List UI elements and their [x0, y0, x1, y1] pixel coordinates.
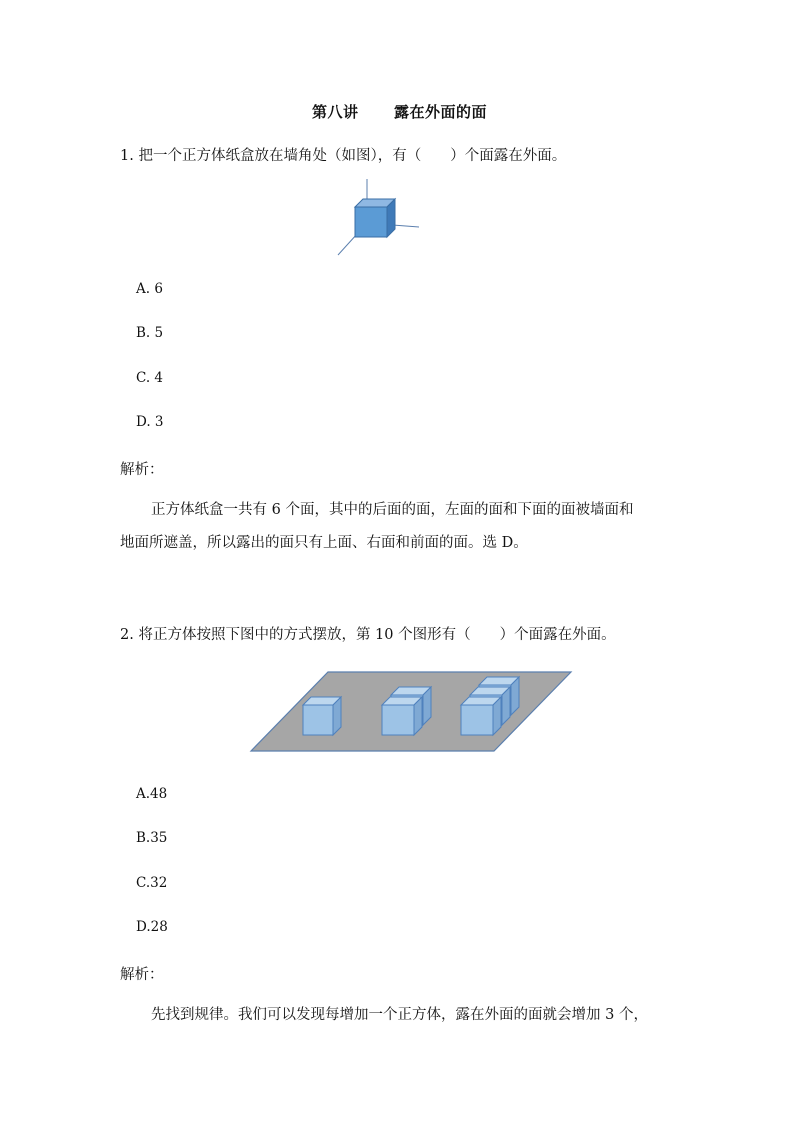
q1-analysis-line-2: 地面所遮盖，所以露出的面只有上面、右面和前面的面。选 D。	[120, 535, 528, 551]
q1-analysis-line-1: 正方体纸盒一共有 6 个面，其中的后面的面，左面的面和下面的面被墙面和	[151, 502, 634, 518]
q2-analysis-line-1: 先找到规律。我们可以发现每增加一个正方体，露在外面的面就会增加 3 个，	[151, 1007, 648, 1023]
cube-group-1	[303, 697, 341, 735]
page-title	[312, 101, 487, 122]
title-topic: 露在外面的面	[393, 103, 487, 121]
q2-option-d[interactable]: D.28	[136, 919, 168, 935]
q1-option-a[interactable]: A. 6	[136, 281, 163, 297]
title-lecture: 第八讲	[312, 103, 359, 121]
q2-option-c[interactable]: C.32	[136, 875, 168, 891]
question-2-text: 2. 将正方体按照下图中的方式摆放，第 10 个图形有（ ）个面露在外面。	[120, 627, 616, 643]
corner-cube-figure	[330, 175, 430, 260]
stacked-cubes-figure	[245, 665, 580, 760]
q2-option-b[interactable]: B.35	[136, 830, 168, 846]
q1-option-d[interactable]: D. 3	[136, 414, 164, 430]
q2-option-a[interactable]: A.48	[136, 786, 168, 802]
q2-analysis-label: 解析：	[120, 967, 164, 983]
question-1-text: 1. 把一个正方体纸盒放在墙角处（如图），有（ ）个面露在外面。	[120, 148, 567, 164]
q1-analysis-label: 解析：	[120, 462, 164, 478]
q1-option-b[interactable]: B. 5	[136, 325, 164, 341]
cube-front-face	[355, 207, 387, 237]
q1-option-c[interactable]: C. 4	[136, 370, 164, 386]
